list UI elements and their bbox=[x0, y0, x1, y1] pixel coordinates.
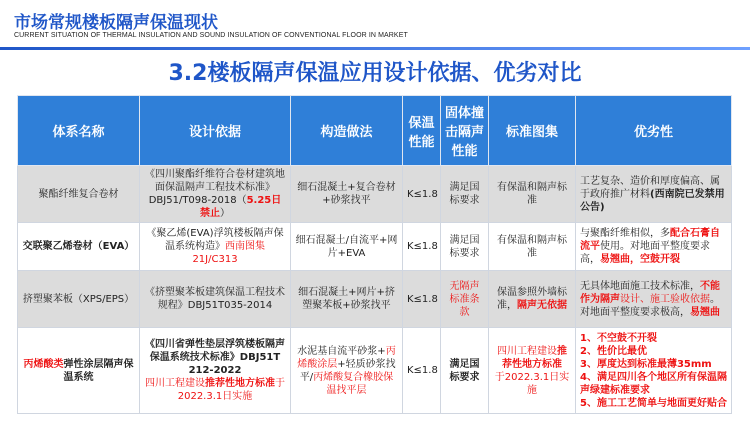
cell-thermal: K≤1.8 bbox=[403, 166, 441, 223]
cell-basis: 《四川聚酯纤维符合卷材建筑地面保温隔声工程技术标准》DBJ51/T098-2018（5.25日禁止） bbox=[140, 166, 291, 223]
cell-atlas: 四川工程建设推荐性地方标准 于2022.3.1日实施 bbox=[489, 328, 576, 414]
merit-item: 2、性价比最优 bbox=[580, 345, 647, 357]
merit-item: 1、不空鼓不开裂 bbox=[580, 332, 657, 344]
header-divider bbox=[0, 47, 750, 50]
cell-impact: 满足国标要求 bbox=[441, 223, 489, 271]
cell-merits: 工艺复杂、造价和厚度偏高、属于政府推广材料(西南院已发禁用公告) bbox=[576, 166, 732, 223]
table-header-row bbox=[18, 96, 732, 166]
cell-impact: 满足国标要求 bbox=[441, 328, 489, 414]
comparison-table bbox=[17, 95, 732, 414]
cell-thermal: K≤1.8 bbox=[403, 223, 441, 271]
table-row bbox=[18, 223, 732, 271]
cell-system-name: 挤塑聚苯板（XPS/EPS） bbox=[18, 271, 140, 328]
merit-item: 4、满足四川各个地区所有保温隔声绿建标准要求 bbox=[580, 371, 727, 396]
col-header-impact: 固体撞击隔声性能 bbox=[441, 96, 489, 166]
col-header-atlas: 标准图集 bbox=[489, 96, 576, 166]
cell-impact: 无隔声标准条款 bbox=[441, 271, 489, 328]
cell-atlas: 有保温和隔声标准 bbox=[489, 166, 576, 223]
table-row bbox=[18, 271, 732, 328]
cell-construction: 细石混凝土+复合卷材+砂浆找平 bbox=[291, 166, 403, 223]
page-heading: 3.2楼板隔声保温应用设计依据、优劣对比 bbox=[168, 61, 582, 86]
cell-atlas: 保温参照外墙标准，隔声无依据 bbox=[489, 271, 576, 328]
col-header-thermal: 保温性能 bbox=[403, 96, 441, 166]
merit-item: 5、施工工艺简单与地面更好贴合 bbox=[580, 397, 727, 409]
cell-merits: 无具体地面施工技术标准，不能作为隔声设计、施工验收依据。对地面平整度要求极高，易翘曲 bbox=[576, 271, 732, 328]
cell-construction: 细石混凝土/自流平+网片+EVA bbox=[291, 223, 403, 271]
cell-construction: 水泥基自流平砂浆+丙烯酸涂层+轻质砂浆找平/丙烯酸复合橡胶保温找平层 bbox=[291, 328, 403, 414]
cell-merits bbox=[576, 328, 732, 414]
cell-system-name: 丙烯酸类弹性涂层隔声保温系统 bbox=[18, 328, 140, 414]
cell-merits: 与聚酯纤维相似，多配合石膏自流平使用。对地面平整度要求高，易翘曲，空鼓开裂 bbox=[576, 223, 732, 271]
table-row bbox=[18, 166, 732, 223]
col-header-basis: 设计依据 bbox=[140, 96, 291, 166]
col-header-construction: 构造做法 bbox=[291, 96, 403, 166]
merit-item: 3、厚度达到标准最薄35mm bbox=[580, 358, 712, 370]
cell-thermal: K≤1.8 bbox=[403, 271, 441, 328]
col-header-merits: 优劣性 bbox=[576, 96, 732, 166]
cell-impact: 满足国标要求 bbox=[441, 166, 489, 223]
cell-basis: 《挤塑聚苯板建筑保温工程技术规程》DBJ51T035-2014 bbox=[140, 271, 291, 328]
cell-basis: 《聚乙烯(EVA)浮筑楼板隔声保温系统构造》西南图集21J/C313 bbox=[140, 223, 291, 271]
cell-thermal: K≤1.8 bbox=[403, 328, 441, 414]
cell-system-name: 交联聚乙烯卷材（EVA） bbox=[18, 223, 140, 271]
header-subtitle: CURRENT SITUATION OF THERMAL INSULATION AND SOUND INSULATION OF CONVENTIONAL FLOOR IN MARKET bbox=[14, 32, 408, 39]
cell-atlas: 有保温和隔声标准 bbox=[489, 223, 576, 271]
cell-system-name: 聚酯纤维复合卷材 bbox=[18, 166, 140, 223]
cell-construction: 细石混凝土+网片+挤塑聚苯板+砂浆找平 bbox=[291, 271, 403, 328]
header-title: 市场常规楼板隔声保温现状 bbox=[14, 13, 218, 33]
col-header-system: 体系名称 bbox=[18, 96, 140, 166]
table-row bbox=[18, 328, 732, 414]
cell-basis: 《四川省弹性垫层浮筑楼板隔声保温系统技术标准》DBJ51T 212-2022 四川工程建设推荐性地方标准于2022.3.1日实施 bbox=[140, 328, 291, 414]
